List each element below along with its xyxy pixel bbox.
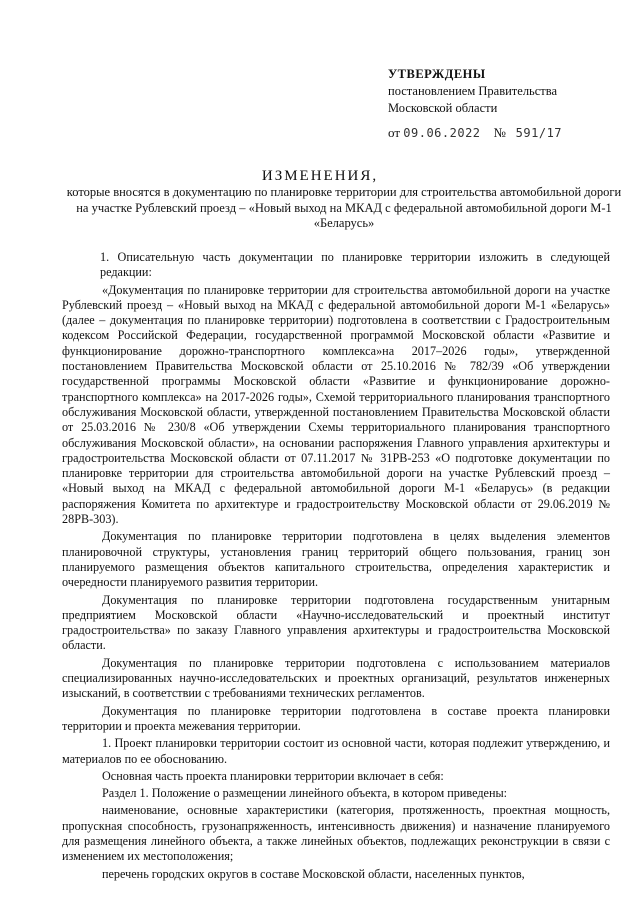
approval-line-2: Московской области xyxy=(388,101,498,115)
document-title: ИЗМЕНЕНИЯ, xyxy=(261,168,379,184)
paragraph: перечень городских округов в составе Московской области, населенных пунктов, xyxy=(102,866,525,881)
paragraph: «Документация по планировке территории для строительства автомобильной дороги на участке Рублевский проезд – «Новый выход на МКАД с федеральной автомобильной дороги М-1 «Беларусь» (далее – документация по планировке территории) подготовлена в соответствии с Градостроительным кодексом Российской Федерации, государственной программой Московской области «Развитие и функционирование дорожно-транспортного комплекса»на 2017–2026 годы», утвержденной постановлением Правительства Московской области от 25.10.2016 № 782/39 «Об утверждении государственной программы Московской области «Развитие и функционирование дорожно-транспортного комплекса» на 2017-2026 годы», Схемой территориального планирования транспортного обслуживания Московской области, утвержденной постановлением Правительства Московской области от 25.03.2016 № 230/8 «Об утверждении Схемы территориального планирования транспортного обслуживания Московской области», на основании распоряжения Главного управления архитектуры и градостроительства Московской области от 07.11.2017 № 31РВ-253 «О подготовке документации по планировке территории для строительства автомобильной дороги на участке Рублевский проезд – «Новый выход на МКАД с федеральной автомобильной дороги М-1 «Беларусь» (в редакции распоряжения Комитета по архитектуре и градостроительству Московской области от 29.06.2019 № 28РВ-303). xyxy=(62,282,610,527)
approval-block xyxy=(388,66,557,117)
paragraph: Документация по планировке территории подготовлена государственным унитарным предприятием Московской области «Научно-исследовательский и проектный институт градостроительства» по заказу Главного управления архитектуры и градостроительства Московской области. xyxy=(62,592,610,653)
paragraph: наименование, основные характеристики (категория, протяженность, проектная мощность, пропускная способность, грузонапряженность, интенсивность движения) и назначение планируемого для размещения линейного объекта, а также линейных объектов, подлежащих реконструкции в связи с изменением их местоположения; xyxy=(62,803,610,864)
paragraph: Раздел 1. Положение о размещении линейного объекта, в котором приведены: xyxy=(102,786,508,801)
approval-line-1: постановлением Правительства xyxy=(388,84,558,98)
paragraph: 1. Описательную часть документации по планировке территории изложить в следующей редакции: xyxy=(100,250,610,280)
date-prefix: от xyxy=(388,125,401,140)
approval-heading: УТВЕРЖДЕНЫ xyxy=(388,67,486,81)
paragraph: Документация по планировке территории подготовлена с использованием материалов специализированных научно-исследовательских и проектных организаций, результатов инженерных изысканий, в соответствии с требованиями технических регламентов. xyxy=(62,655,610,701)
approval-number: 591/17 xyxy=(515,126,563,140)
paragraph: Документация по планировке территории подготовлена в целях выделения элементов планировочной структуры, установления границ территорий общего пользования, границ зон планируемого размещения объектов капитального строительства, определения характеристик и очередности планируемого развития территории. xyxy=(62,529,610,590)
paragraph: 1. Проект планировки территории состоит из основной части, которая подлежит утверждению, и материалов по ее обоснованию. xyxy=(62,736,610,766)
paragraph: Основная часть проекта планировки территории включает в себя: xyxy=(102,768,444,783)
paragraph: Документация по планировке территории подготовлена в составе проекта планировки территории и проекта межевания территории. xyxy=(62,703,610,733)
approval-date: 09.06.2022 xyxy=(403,126,481,140)
document-body xyxy=(62,250,610,884)
approval-date-line xyxy=(388,125,562,141)
number-sign: № xyxy=(493,125,506,140)
document-subtitle: которые вносятся в документацию по планировке территории для строительства автомобильной дороги на участке Рублевский проезд – «Новый выход на МКАД с федеральной автомобильной дороги М-1 «Беларусь» xyxy=(66,185,622,230)
